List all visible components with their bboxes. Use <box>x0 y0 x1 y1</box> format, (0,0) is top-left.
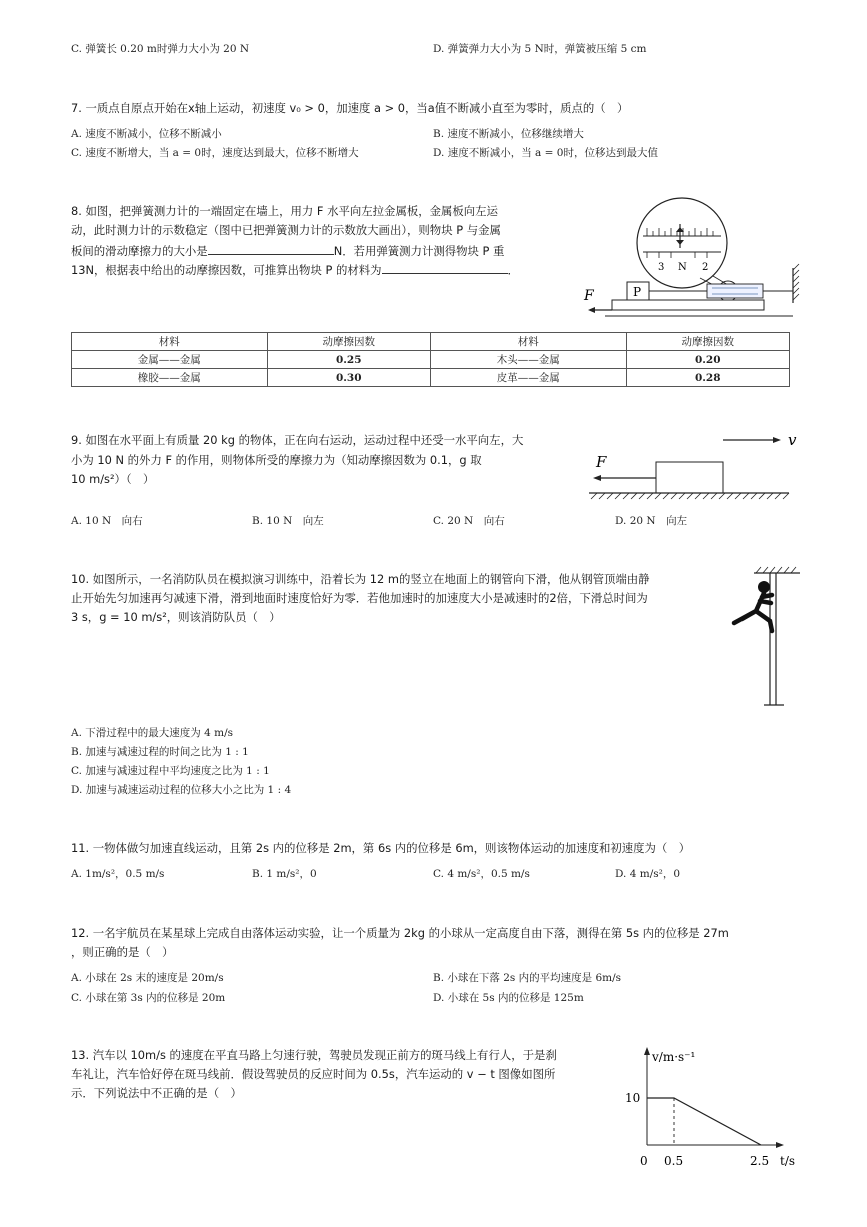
q9-option-a: A. 10 N 向右 <box>71 515 143 527</box>
q8-spring-scale-figure <box>575 198 800 323</box>
table-cell: 皮革——金属 <box>430 369 626 387</box>
q8-stem-line-1: 8. 如图，把弹簧测力计的一端固定在墙上，用力 F 水平向左拉金属板，金属板向左运 <box>71 204 498 218</box>
q11-option-c: C. 4 m/s²，0.5 m/s <box>433 868 530 880</box>
vt-line <box>647 1098 761 1145</box>
table-cell: 0.20 <box>626 351 789 369</box>
y-tick-10: 10 <box>625 1091 641 1105</box>
y-axis-label: v/m·s⁻¹ <box>652 1050 696 1064</box>
q9-stem-line-3: 10 m/s²）（ ） <box>71 472 155 486</box>
table-cell: 0.28 <box>626 369 789 387</box>
table-cell: 0.30 <box>267 369 430 387</box>
q13-stem-line-3: 示．下列说法中不正确的是（ ） <box>71 1086 242 1100</box>
q10-stem-line-3: 3 s，g = 10 m/s²，则该消防队员（ ） <box>71 610 281 624</box>
x-tick-0: 0 <box>640 1154 648 1168</box>
q10-option-a: A. 下滑过程中的最大速度为 4 m/s <box>71 727 233 739</box>
q8-stem-line-3-a: 板间的滑动摩擦力的大小是 <box>71 244 208 258</box>
q8-stem-line-2: 动，此时测力计的示数稳定（图中已把弹簧测力计的示数放大画出），则物块 P 与金属 <box>71 223 501 237</box>
force-f-label: F <box>596 453 607 471</box>
metal-plate <box>612 300 764 310</box>
q10-option-c: C. 加速与减速过程中平均速度之比为 1 : 1 <box>71 765 270 777</box>
q10-option-b: B. 加速与减速过程的时间之比为 1 : 1 <box>71 746 249 758</box>
force-f-label: F <box>584 288 594 304</box>
table-cell: 0.25 <box>267 351 430 369</box>
q7-option-b: B. 速度不断减小，位移继续增大 <box>433 128 584 140</box>
q11-option-b: B. 1 m/s²，0 <box>252 868 317 880</box>
q12-stem-line-2: ，则正确的是（ ） <box>71 945 174 959</box>
q13-stem-line-2: 车礼让，汽车恰好停在斑马线前．假设驾驶员的反应时间为 0.5s，汽车运动的 v − t 图像如图所 <box>71 1067 556 1081</box>
q9-option-d: D. 20 N 向左 <box>615 515 688 527</box>
table-header-row <box>72 333 790 351</box>
q11-stem: 11. 一物体做匀加速直线运动，且第 2s 内的位移是 2m，第 6s 内的位移是 6m，则该物体运动的加速度和初速度为（ ） <box>71 841 691 855</box>
scale-label-n: N <box>678 262 687 273</box>
q8-stem-line-4 <box>71 263 519 276</box>
table-header-cell: 动摩擦因数 <box>626 333 789 351</box>
q11-option-d: D. 4 m/s²，0 <box>615 868 681 880</box>
q9-stem-line-2: 小为 10 N 的外力 F 的作用，则物体所受的摩擦力为（知动摩擦因数为 0.1，g 取 <box>71 453 482 467</box>
table-row <box>72 351 790 369</box>
block <box>656 462 723 493</box>
q12-option-a: A. 小球在 2s 末的速度是 20m/s <box>71 972 224 984</box>
q8-stem-line-4-b: ． <box>507 263 519 277</box>
q8-blank-material[interactable] <box>382 263 508 274</box>
q7-option-d: D. 速度不断减小，当 a = 0时，位移达到最大值 <box>433 147 658 159</box>
table-cell: 金属——金属 <box>72 351 268 369</box>
q8-stem-line-3 <box>71 244 504 257</box>
q6-option-c: C. 弹簧长 0.20 m时弹力大小为 20 N <box>71 43 250 55</box>
table-header-cell: 材料 <box>430 333 626 351</box>
q9-option-b: B. 10 N 向左 <box>252 515 324 527</box>
q8-stem-line-3-b: N．若用弹簧测力计测得物块 P 重 <box>333 244 505 258</box>
q7-option-c: C. 速度不断增大，当 a = 0时，速度达到最大，位移不断增大 <box>71 147 359 159</box>
q12-option-c: C. 小球在第 3s 内的位移是 20m <box>71 992 226 1004</box>
table-cell: 橡胶——金属 <box>72 369 268 387</box>
x-tick-2-5: 2.5 <box>750 1154 770 1168</box>
friction-coefficient-table <box>71 332 790 387</box>
ground-hatch <box>591 493 789 499</box>
q9-option-c: C. 20 N 向右 <box>433 515 505 527</box>
scale-label-3: 3 <box>658 262 665 273</box>
q9-block-figure <box>585 430 805 505</box>
q12-option-d: D. 小球在 5s 内的位移是 125m <box>433 992 584 1004</box>
q12-stem-line-1: 12. 一名宇航员在某星球上完成自由落体运动实验，让一个质量为 2kg 的小球从一定高度自由下落，测得在第 5s 内的位移是 27m <box>71 926 729 940</box>
q7-option-a: A. 速度不断减小，位移不断减小 <box>71 128 222 140</box>
q13-vt-graph <box>618 1045 808 1175</box>
block-p-label: P <box>633 285 642 299</box>
table-row <box>72 369 790 387</box>
table-cell: 木头——金属 <box>430 351 626 369</box>
spring-scale-body <box>707 284 763 298</box>
q8-stem-line-4-a: 13N，根据表中给出的动摩擦因数，可推算出物块 P 的材料为 <box>71 263 382 277</box>
q10-option-d: D. 加速与减速运动过程的位移大小之比为 1 : 4 <box>71 784 292 796</box>
q6-option-d: D. 弹簧弹力大小为 5 N时，弹簧被压缩 5 cm <box>433 43 647 55</box>
q10-firefighter-figure <box>726 565 801 715</box>
q11-option-a: A. 1m/s²，0.5 m/s <box>71 868 165 880</box>
q13-stem-line-1: 13. 汽车以 10m/s 的速度在平直马路上匀速行驶，驾驶员发现正前方的斑马线上有行人，于是刹 <box>71 1048 557 1062</box>
x-tick-0-5: 0.5 <box>664 1154 684 1168</box>
scale-label-2: 2 <box>702 262 709 273</box>
q7-stem: 7. 一质点自原点开始在x轴上运动，初速度 v₀ > 0，加速度 a > 0，当a值不断减小直至为零时，质点的（ ） <box>71 101 629 115</box>
q10-stem-line-2: 止开始先匀加速再匀减速下滑，滑到地面时速度恰好为零．若他加速时的加速度大小是减速时的2倍，下滑总时间为 <box>71 591 648 605</box>
q8-blank-friction[interactable] <box>208 244 334 255</box>
velocity-label: v <box>788 431 797 449</box>
x-axis-label: t/s <box>780 1154 796 1168</box>
q10-stem-line-1: 10. 如图所示，一名消防队员在模拟演习训练中，沿着长为 12 m的竖立在地面上的钢管向下滑，他从钢管顶端由静 <box>71 572 650 586</box>
q12-option-b: B. 小球在下落 2s 内的平均速度是 6m/s <box>433 972 622 984</box>
scale-magnifier-circle <box>637 198 727 288</box>
table-header-cell: 材料 <box>72 333 268 351</box>
q9-stem-line-1: 9. 如图在水平面上有质量 20 kg 的物体，正在向右运动，运动过程中还受一水平向左，大 <box>71 433 524 447</box>
person-body <box>734 593 772 631</box>
table-header-cell: 动摩擦因数 <box>267 333 430 351</box>
